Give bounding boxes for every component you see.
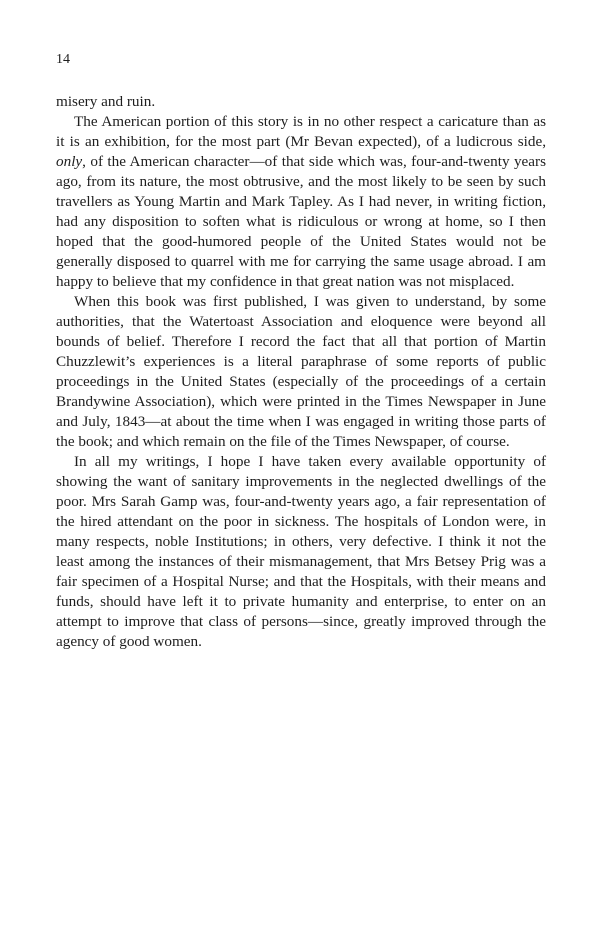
page-number: 14 xyxy=(56,52,70,67)
paragraph-1 xyxy=(56,92,546,112)
book-page xyxy=(56,50,546,652)
paragraph-3-text: When this book was first published, I was given to understand, by some authorities, that the Watertoast Association and eloquence were beyond all bounds of belief. Therefore I record the fact that all that portion of Martin Chuzzlewit’s experiences is a literal paraphrase of some reports of public proceedings in the United States (especially of the proceedings of a certain Brandywine Association), which were printed in the Times Newspaper in June and July, 1843—at about the time when I was engaged in writing those parts of the book; and which remain on the file of the Times Newspaper, of course. xyxy=(56,293,546,450)
paragraph-3 xyxy=(56,292,546,452)
paragraph-2-text-b: , of the American character—of that side which was, four-and-twenty years ago, from its nature, the most obtrusive, and the most likely to be seen by such travellers as Young Martin and Mark Tapley. As I had never, in writing fiction, had any disposition to soften what is ridiculous or wrong at home, so I then hoped that the good-humored people of the United States would not be generally disposed to quarrel with me for carrying the same usage abroad. I am happy to believe that my confidence in that great nation was not misplaced. xyxy=(56,153,546,290)
paragraph-4 xyxy=(56,452,546,652)
paragraph-1-text: misery and ruin. xyxy=(56,93,156,110)
paragraph-2-emphasis: only xyxy=(56,153,83,170)
paragraph-2 xyxy=(56,112,546,292)
paragraph-2-text-a: The American portion of this story is in no other respect a caricature than as it is an exhibition, for the most part (Mr Bevan expected), of a ludicrous side, xyxy=(56,113,546,150)
paragraph-4-text: In all my writings, I hope I have taken every available opportunity of showing the want of sanitary improvements in the neglected dwellings of the poor. Mrs Sarah Gamp was, four-and-twenty years ago, a fair representation of the hired attendant on the poor in sickness. The hospitals of London were, in many respects, noble Institutions; in others, very defective. I think it not the least among the instances of their mismanagement, that Mrs Betsey Prig was a fair specimen of a Hospital Nurse; and that the Hospitals, with their means and funds, should have left it to private humanity and enterprise, to enter on an attempt to improve that class of persons—since, greatly improved through the agency of good women. xyxy=(56,453,546,650)
body-text xyxy=(56,92,546,652)
